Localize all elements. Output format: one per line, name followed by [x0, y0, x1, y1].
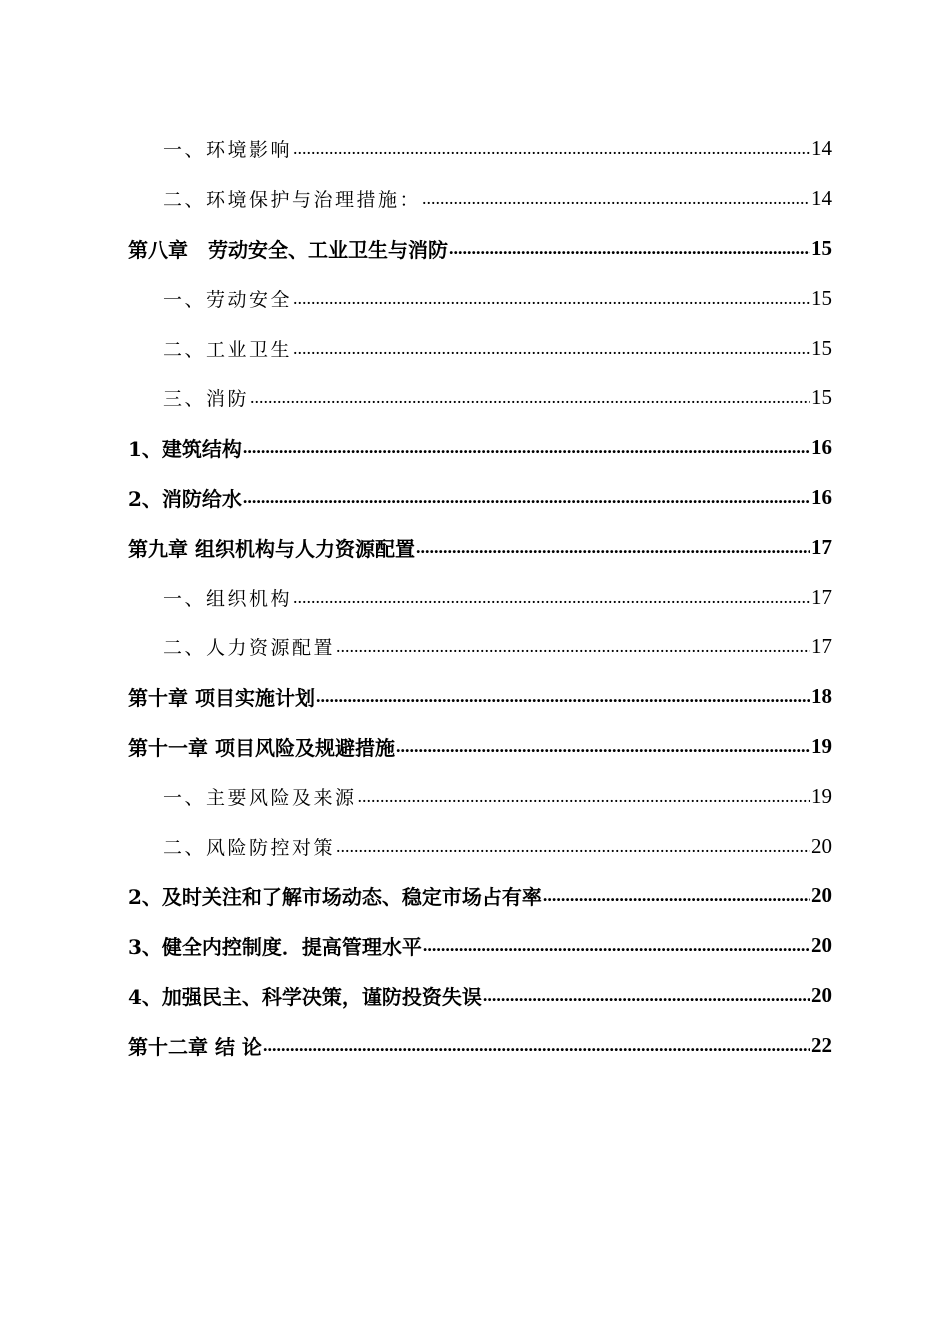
- toc-entry[interactable]: [0, 373, 950, 423]
- toc-entry-chapter[interactable]: [0, 672, 950, 722]
- toc-entry-title: 第十章 项目实施计划: [128, 686, 315, 711]
- toc-entry-title: 2、及时关注和了解市场动态、稳定市场占有率: [128, 885, 542, 910]
- toc-entry-title: 一、组织机构: [163, 587, 293, 610]
- toc-entry[interactable]: [0, 124, 950, 174]
- toc-entry[interactable]: [0, 821, 950, 871]
- toc-entry-page: 17: [811, 584, 832, 609]
- toc-dot-leader: [250, 387, 810, 408]
- toc-entry-page: 19: [811, 783, 832, 808]
- toc-entry-page: 17: [811, 534, 832, 559]
- toc-dot-leader: [293, 288, 810, 309]
- toc-entry[interactable]: [0, 323, 950, 373]
- toc-entry-page: 18: [811, 684, 832, 709]
- toc-entry-page: 14: [811, 136, 832, 161]
- toc-dot-leader: [358, 786, 810, 807]
- toc-entry[interactable]: [0, 622, 950, 672]
- toc-entry-title: 1、建筑结构: [128, 437, 242, 462]
- toc-entry[interactable]: [0, 174, 950, 224]
- toc-entry-page: 19: [811, 733, 832, 758]
- toc-entry-page: 15: [811, 385, 832, 410]
- toc-entry-page: 15: [811, 335, 832, 360]
- toc-entry-title: 3、健全内控制度．提高管理水平: [128, 935, 422, 960]
- toc-dot-leader: [243, 437, 810, 458]
- toc-entry-chapter[interactable]: [0, 423, 950, 473]
- toc-entry[interactable]: [0, 771, 950, 821]
- toc-entry-title: 二、工业卫生: [163, 338, 293, 361]
- toc-entry-page: 20: [811, 933, 832, 958]
- toc-dot-leader: [293, 587, 810, 608]
- toc-dot-leader: [293, 338, 810, 359]
- toc-entry-title: 第九章 组织机构与人力资源配置: [128, 536, 415, 561]
- toc-dot-leader: [483, 985, 810, 1006]
- toc-entry[interactable]: [0, 273, 950, 323]
- toc-entry-page: 20: [811, 982, 832, 1007]
- toc-dot-leader: [336, 636, 810, 657]
- toc-entry-page: 17: [811, 634, 832, 659]
- toc-dot-leader: [449, 238, 810, 259]
- toc-entry-chapter[interactable]: [0, 722, 950, 772]
- toc-entry-title: 一、环境影响: [163, 139, 293, 162]
- toc-dot-leader: [263, 1035, 810, 1056]
- toc-dot-leader: [243, 487, 810, 508]
- toc-entry-title: 第十一章 项目风险及规避措施: [128, 735, 395, 760]
- toc-entry-title: 第十二章 结 论: [128, 1034, 262, 1059]
- toc-entry-title: 二、环境保护与治理措施：: [163, 189, 422, 212]
- toc-entry-chapter[interactable]: [0, 971, 950, 1021]
- toc-entry-title: 4、加强民主、科学决策，谨防投资失误: [128, 984, 482, 1009]
- table-of-contents: [0, 124, 950, 1070]
- toc-dot-leader: [423, 935, 810, 956]
- toc-entry-title: 二、人力资源配置: [163, 637, 336, 660]
- toc-entry-page: 20: [811, 883, 832, 908]
- toc-entry-title: 一、主要风险及来源: [163, 786, 357, 809]
- toc-dot-leader: [336, 836, 810, 857]
- toc-entry-title: 三、消防: [163, 388, 250, 411]
- toc-entry[interactable]: [0, 572, 950, 622]
- toc-entry-page: 20: [811, 833, 832, 858]
- toc-dot-leader: [293, 138, 810, 159]
- toc-entry-page: 15: [811, 235, 832, 260]
- toc-entry-title: 第八章 劳动安全、工业卫生与消防: [128, 237, 448, 262]
- toc-entry-chapter[interactable]: [0, 224, 950, 274]
- toc-dot-leader: [316, 686, 810, 707]
- toc-entry-chapter[interactable]: [0, 473, 950, 523]
- toc-entry-chapter[interactable]: [0, 921, 950, 971]
- toc-entry-page: 15: [811, 285, 832, 310]
- toc-entry-chapter[interactable]: [0, 1020, 950, 1070]
- toc-entry-page: 16: [811, 484, 832, 509]
- toc-entry-chapter[interactable]: [0, 871, 950, 921]
- toc-entry-page: 16: [811, 435, 832, 460]
- toc-dot-leader: [543, 885, 810, 906]
- toc-entry-title: 二、风险防控对策: [163, 836, 336, 859]
- toc-dot-leader: [416, 537, 810, 558]
- toc-entry-page: 22: [811, 1032, 832, 1057]
- toc-entry-title: 一、劳动安全: [163, 288, 293, 311]
- toc-dot-leader: [396, 736, 810, 757]
- toc-entry-page: 14: [811, 186, 832, 211]
- toc-dot-leader: [422, 188, 810, 209]
- toc-entry-chapter[interactable]: [0, 522, 950, 572]
- toc-entry-title: 2、消防给水: [128, 486, 242, 511]
